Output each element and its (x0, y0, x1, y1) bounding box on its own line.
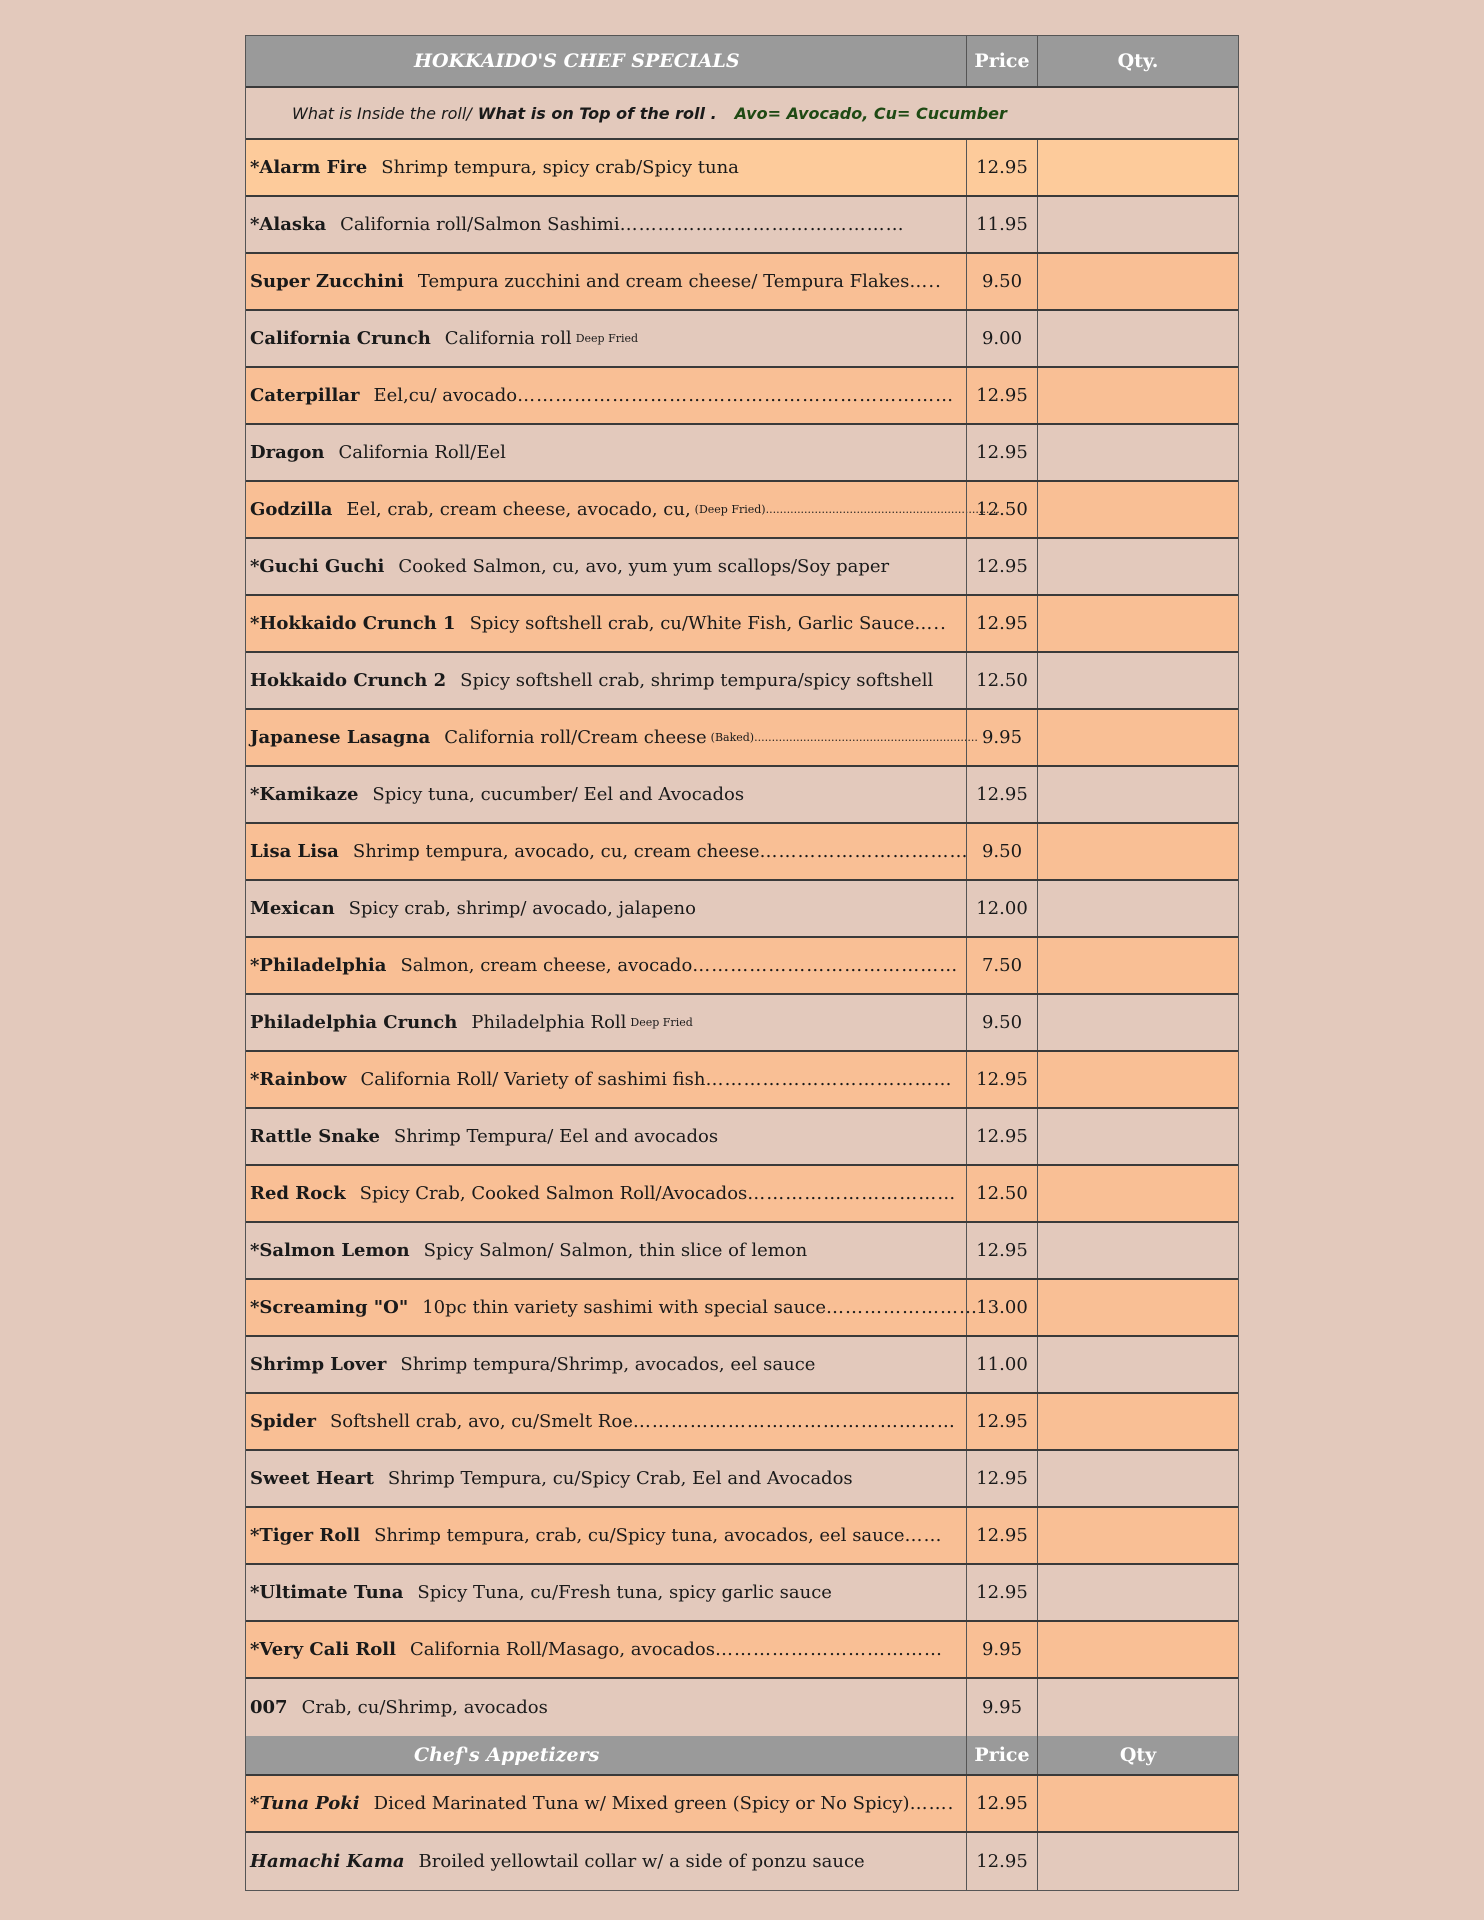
specials-menu-table (245, 35, 1239, 1891)
item-description: Spicy Salmon/ Salmon, thin slice of lemon (423, 1240, 808, 1261)
item-name: Philadelphia Crunch (250, 1012, 458, 1033)
item-qty-field[interactable] (1037, 767, 1238, 822)
item-leader-dots: …… (904, 1525, 943, 1546)
item-price: 11.00 (966, 1337, 1037, 1392)
price-column-header: Price (966, 36, 1037, 86)
item-price: 9.95 (966, 710, 1037, 765)
item-price: 9.50 (966, 824, 1037, 879)
item-text-cell (246, 1622, 966, 1677)
item-price: 12.95 (966, 1451, 1037, 1506)
menu-item-row (246, 1565, 1238, 1622)
item-text-cell (246, 1223, 966, 1278)
menu-item-row (246, 596, 1238, 653)
item-description: Softshell crab, avo, cu/Smelt Roe (329, 1411, 633, 1432)
item-description: California Roll/Masago, avocados (409, 1639, 715, 1660)
item-qty-field[interactable] (1037, 1622, 1238, 1677)
item-description: Tempura zucchini and cream cheese/ Tempura Flakes (417, 271, 910, 292)
item-preparation-note: Deep Fried (575, 332, 639, 345)
item-preparation-note: (Baked) (710, 731, 755, 744)
item-description: Eel,cu/ avocado (373, 385, 518, 406)
item-name: Spider (250, 1411, 316, 1432)
appetizer-item-row (246, 1833, 1238, 1890)
item-price: 9.95 (966, 1679, 1037, 1736)
item-qty-field[interactable] (1037, 1052, 1238, 1107)
appetizers-qty-header: Qty (1037, 1736, 1238, 1774)
item-name: Hokkaido Crunch 2 (250, 670, 447, 691)
item-leader-dots: ……. (909, 1793, 955, 1814)
item-description: Shrimp Tempura, cu/Spicy Crab, Eel and Avocados (387, 1468, 853, 1489)
item-text-cell (246, 824, 969, 879)
item-price: 13.00 (966, 1280, 1037, 1335)
item-qty-field[interactable] (1037, 368, 1238, 423)
menu-item-row (246, 425, 1238, 482)
item-name: Dragon (250, 442, 325, 463)
item-name: Red Rock (250, 1183, 346, 1204)
item-text-cell (246, 767, 966, 822)
item-preparation-note: (Deep Fried) (694, 503, 766, 516)
legend-row (246, 88, 1238, 140)
item-price: 12.95 (966, 767, 1037, 822)
item-price: 12.50 (966, 482, 1037, 537)
specials-header-row (246, 36, 1238, 88)
item-name: *Screaming "O" (250, 1297, 409, 1318)
item-description: Cooked Salmon, cu, avo, yum yum scallops/Soy paper (398, 556, 890, 577)
specials-list (246, 140, 1238, 1736)
item-description: Spicy Crab, Cooked Salmon Roll/Avocados (359, 1183, 748, 1204)
menu-item-row (246, 368, 1238, 425)
menu-item-row (246, 140, 1238, 197)
item-qty-field[interactable] (1037, 140, 1238, 195)
menu-item-row (246, 1622, 1238, 1679)
menu-item-row (246, 995, 1238, 1052)
item-text-cell (246, 1508, 966, 1563)
menu-item-row (246, 1052, 1238, 1109)
item-qty-field[interactable] (1037, 824, 1238, 879)
item-name: Super Zucchini (250, 271, 404, 292)
item-price: 12.95 (966, 1776, 1037, 1831)
item-name: *Alaska (250, 214, 327, 235)
item-description: Spicy Tuna, cu/Fresh tuna, spicy garlic sauce (417, 1582, 832, 1603)
item-qty-field[interactable] (1037, 1223, 1238, 1278)
item-price: 12.95 (966, 368, 1037, 423)
item-description: Shrimp Tempura/ Eel and avocados (393, 1126, 719, 1147)
menu-item-row (246, 824, 1238, 881)
item-qty-field[interactable] (1037, 539, 1238, 594)
item-text-cell (246, 311, 966, 366)
item-price: 11.95 (966, 197, 1037, 252)
item-description: Spicy softshell crab, cu/White Fish, Garlic Sauce (469, 613, 915, 634)
appetizer-item-row (246, 1776, 1238, 1833)
item-text-cell (246, 1280, 978, 1335)
item-description: California Roll/Eel (338, 442, 506, 463)
item-qty-field[interactable] (1037, 482, 1238, 537)
item-text-cell (246, 1052, 966, 1107)
item-price: 9.50 (966, 254, 1037, 309)
item-text-cell (246, 1679, 966, 1736)
appetizers-price-header: Price (966, 1736, 1037, 1774)
item-description: Shrimp tempura, spicy crab/Spicy tuna (381, 157, 739, 178)
item-name: *Hokkaido Crunch 1 (250, 613, 456, 634)
menu-item-row (246, 1166, 1238, 1223)
item-price: 12.95 (966, 596, 1037, 651)
item-text-cell (246, 539, 966, 594)
item-qty-field[interactable] (1037, 596, 1238, 651)
item-qty-field[interactable] (1037, 1394, 1238, 1449)
appetizers-header-row (246, 1736, 1238, 1776)
item-qty-field[interactable] (1037, 1451, 1238, 1506)
item-price: 12.95 (966, 1052, 1037, 1107)
menu-item-row (246, 1109, 1238, 1166)
item-leader-dots: ….. (909, 271, 942, 292)
item-name: *Alarm Fire (250, 157, 368, 178)
item-qty-field[interactable] (1037, 1565, 1238, 1620)
item-qty-field[interactable] (1037, 1166, 1238, 1221)
item-preparation-note: Deep Fried (630, 1016, 693, 1029)
item-qty-field[interactable] (1037, 938, 1238, 993)
item-price: 12.00 (966, 881, 1037, 936)
menu-item-row (246, 482, 1238, 539)
item-price: 12.95 (966, 539, 1037, 594)
menu-item-row (246, 311, 1238, 368)
item-description: Philadelphia Roll (471, 1012, 627, 1033)
item-name: *Kamikaze (250, 784, 359, 805)
item-name: Rattle Snake (250, 1126, 380, 1147)
item-text-cell (246, 425, 966, 480)
menu-item-row (246, 197, 1238, 254)
item-text-cell (246, 482, 1000, 537)
item-text-cell (246, 1394, 966, 1449)
item-leader-dots: …………………………… (759, 841, 969, 862)
item-description: Shrimp tempura, crab, cu/Spicy tuna, avocados, eel sauce (374, 1525, 905, 1546)
item-text-cell (246, 938, 966, 993)
item-qty-field[interactable] (1037, 710, 1238, 765)
item-description: Shrimp tempura/Shrimp, avocados, eel sauce (400, 1354, 816, 1375)
item-description: Spicy tuna, cucumber/ Eel and Avocados (372, 784, 745, 805)
item-price: 12.95 (966, 140, 1037, 195)
item-price: 9.95 (966, 1622, 1037, 1677)
qty-column-header: Qty. (1037, 36, 1238, 86)
item-name: Hamachi Kama (250, 1851, 405, 1872)
item-text-cell (246, 1166, 966, 1221)
menu-item-row (246, 1337, 1238, 1394)
appetizers-list (246, 1776, 1238, 1890)
item-name: Mexican (250, 898, 335, 919)
item-text-cell (246, 254, 966, 309)
item-leader-dots: …………………………………… (692, 955, 959, 976)
item-name: *Salmon Lemon (250, 1240, 410, 1261)
item-description: California Roll/ Variety of sashimi fish (360, 1069, 706, 1090)
item-description: California roll/Cream cheese (444, 727, 707, 748)
item-name: Japanese Lasagna (250, 727, 431, 748)
item-name: Sweet Heart (250, 1468, 374, 1489)
menu-item-row (246, 653, 1238, 710)
item-qty-field[interactable] (1037, 653, 1238, 708)
legend-text (246, 88, 1238, 138)
item-leader-dots: ……………………………… (714, 1639, 943, 1660)
item-description: Salmon, cream cheese, avocado (400, 955, 693, 976)
item-text-cell (246, 995, 966, 1050)
item-text-cell (246, 1776, 966, 1831)
item-description: Shrimp tempura, avocado, cu, cream cheese (352, 841, 760, 862)
menu-item-row (246, 539, 1238, 596)
item-name: *Rainbow (250, 1069, 347, 1090)
menu-item-row (246, 938, 1238, 995)
menu-item-row (246, 710, 1238, 767)
item-price: 12.95 (966, 1394, 1037, 1449)
menu-item-row (246, 1394, 1238, 1451)
menu-item-row (246, 1223, 1238, 1280)
item-text-cell (246, 1109, 966, 1164)
legend-abbreviations: Avo= Avocado, Cu= Cucumber (734, 103, 1007, 123)
menu-item-row (246, 881, 1238, 938)
item-leader-dots: …………………………………………… (632, 1411, 956, 1432)
item-text-cell (246, 596, 966, 651)
item-leader-dots: …………………………………………………………… (517, 385, 955, 406)
item-name: *Tiger Roll (250, 1525, 361, 1546)
item-qty-field[interactable] (1037, 995, 1238, 1050)
item-name: *Ultimate Tuna (250, 1582, 404, 1603)
item-name: *Very Cali Roll (250, 1639, 396, 1660)
item-qty-field[interactable] (1037, 1109, 1238, 1164)
item-name: *Philadelphia (250, 955, 387, 976)
item-price: 12.95 (966, 1223, 1037, 1278)
item-name: California Crunch (250, 328, 431, 349)
item-name: *Tuna Poki (250, 1793, 360, 1814)
item-text-cell (246, 1565, 966, 1620)
item-name: Caterpillar (250, 385, 360, 406)
menu-item-row (246, 1280, 1238, 1337)
item-qty-field[interactable] (1037, 1508, 1238, 1563)
item-leader-dots: ………………………………… (705, 1069, 953, 1090)
item-qty-field[interactable] (1037, 1280, 1238, 1335)
item-leader-dots: ................................................................... (765, 503, 1000, 516)
item-text-cell (246, 1833, 966, 1890)
item-price: 12.95 (966, 1109, 1037, 1164)
item-price: 9.00 (966, 311, 1037, 366)
item-text-cell (246, 140, 966, 195)
item-qty-field[interactable] (1037, 425, 1238, 480)
item-leader-dots: ................................................................ (754, 731, 978, 744)
item-description: Spicy crab, shrimp/ avocado, jalapeno (348, 898, 696, 919)
item-name: Lisa Lisa (250, 841, 339, 862)
item-text-cell (246, 710, 978, 765)
item-description: Crab, cu/Shrimp, avocados (301, 1697, 548, 1718)
item-price: 12.95 (966, 425, 1037, 480)
menu-item-row (246, 254, 1238, 311)
item-price: 9.50 (966, 995, 1037, 1050)
item-qty-field[interactable] (1037, 197, 1238, 252)
menu-item-row (246, 767, 1238, 824)
menu-item-row (246, 1679, 1238, 1736)
item-text-cell (246, 1337, 966, 1392)
item-text-cell (246, 881, 966, 936)
item-name: *Guchi Guchi (250, 556, 385, 577)
item-price: 12.50 (966, 653, 1037, 708)
specials-title: HOKKAIDO'S CHEF SPECIALS (414, 50, 740, 72)
item-description: Diced Marinated Tuna w/ Mixed green (Spicy or No Spicy) (373, 1793, 910, 1814)
item-qty-field[interactable] (1037, 254, 1238, 309)
item-leader-dots: …………………… (825, 1297, 978, 1318)
item-name: Godzilla (250, 499, 333, 520)
item-qty-field[interactable] (1037, 1679, 1238, 1736)
item-description: California roll (444, 328, 572, 349)
menu-item-row (246, 1508, 1238, 1565)
item-qty-field[interactable] (1037, 881, 1238, 936)
item-text-cell (246, 368, 966, 423)
appetizers-title: Chef's Appetizers (414, 1744, 600, 1766)
item-price: 12.50 (966, 1166, 1037, 1221)
item-qty-field[interactable] (1037, 1833, 1238, 1890)
legend-inside: What is Inside the roll/ (292, 103, 472, 123)
item-description: Eel, crab, cream cheese, avocado, cu, (346, 499, 691, 520)
item-description: California roll/Salmon Sashimi (340, 214, 620, 235)
item-name: Shrimp Lover (250, 1354, 387, 1375)
item-price: 7.50 (966, 938, 1037, 993)
item-name: 007 (250, 1697, 288, 1718)
item-price: 12.95 (966, 1565, 1037, 1620)
item-qty-field[interactable] (1037, 1337, 1238, 1392)
item-description: Spicy softshell crab, shrimp tempura/spicy softshell (460, 670, 934, 691)
item-text-cell (246, 653, 966, 708)
item-leader-dots: …………………………… (747, 1183, 957, 1204)
item-text-cell (246, 197, 966, 252)
item-leader-dots: ….. (914, 613, 947, 634)
item-description: Broiled yellowtail collar w/ a side of ponzu sauce (418, 1851, 865, 1872)
item-leader-dots: ……………………………………… (619, 214, 905, 235)
item-price: 12.95 (966, 1833, 1037, 1890)
item-text-cell (246, 1451, 966, 1506)
item-description: 10pc thin variety sashimi with special sauce (422, 1297, 826, 1318)
item-qty-field[interactable] (1037, 311, 1238, 366)
item-price: 12.95 (966, 1508, 1037, 1563)
menu-item-row (246, 1451, 1238, 1508)
legend-top: What is on Top of the roll . (477, 103, 717, 123)
item-qty-field[interactable] (1037, 1776, 1238, 1831)
